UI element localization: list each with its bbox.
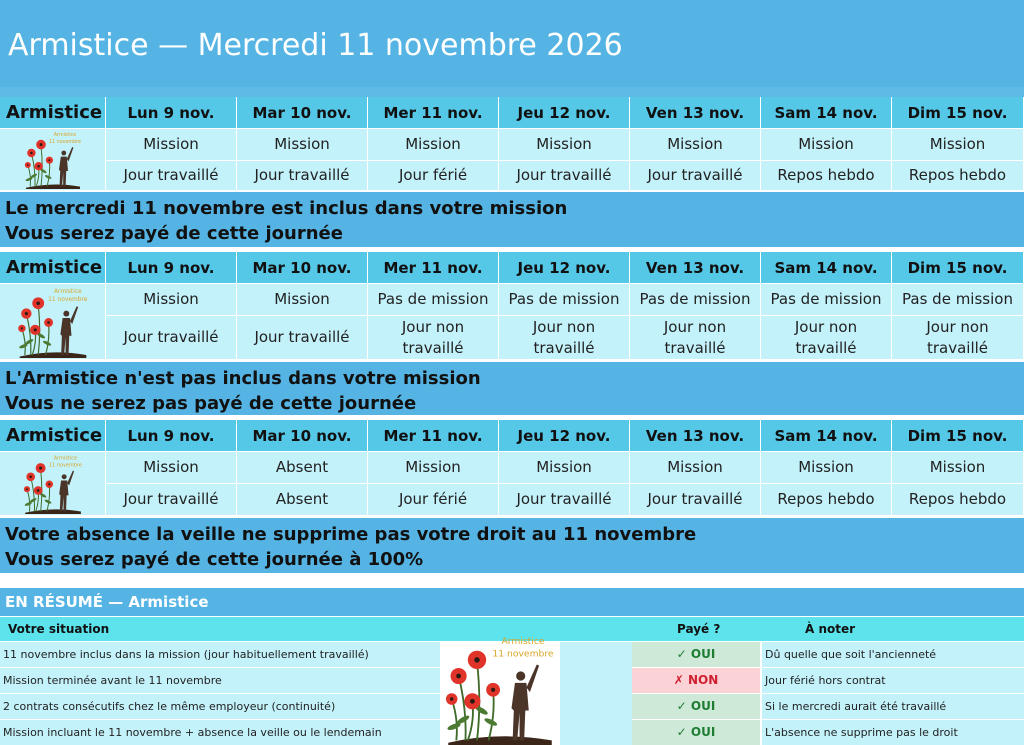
day-type-cell: Repos hebdo	[761, 161, 892, 191]
note-cell: L'absence ne supprime pas le droit	[762, 720, 1024, 745]
day-header: Lun 9 nov.	[106, 420, 237, 452]
situation-cell: 11 novembre inclus dans la mission (jour habituellement travaillé)	[0, 642, 440, 667]
summary-title: EN RÉSUMÉ — Armistice	[0, 588, 1024, 616]
mission-status-cell: Mission	[499, 452, 630, 484]
day-header: Mar 10 nov.	[237, 97, 368, 129]
mission-status-cell: Mission	[892, 452, 1024, 484]
section-corner-title: Armistice	[0, 252, 106, 284]
poppy-soldier-icon	[3, 129, 103, 189]
day-header: Ven 13 nov.	[630, 252, 761, 284]
poppy-soldier-icon	[3, 452, 103, 514]
mission-status-cell: Mission	[761, 129, 892, 161]
day-header: Mar 10 nov.	[237, 252, 368, 284]
col-paye-header: Payé ?	[677, 622, 721, 636]
week-section	[0, 252, 1024, 360]
day-header: Mer 11 nov.	[368, 97, 499, 129]
day-type-cell: Jour non travaillé	[892, 316, 1024, 360]
day-type-cell: Jour non travaillé	[368, 316, 499, 360]
col-noter-header: À noter	[805, 622, 856, 636]
day-type-cell: Jour non travaillé	[630, 316, 761, 360]
day-header: Dim 15 nov.	[892, 252, 1024, 284]
day-type-cell: Jour travaillé	[106, 161, 237, 191]
poppy-caption: Armistice	[501, 635, 545, 647]
poppy-caption: Armistice	[53, 288, 82, 295]
mission-status-cell: Mission	[237, 284, 368, 316]
day-type-cell: Jour férié	[368, 161, 499, 191]
day-type-cell: Repos hebdo	[761, 484, 892, 516]
day-header: Ven 13 nov.	[630, 97, 761, 129]
page-header	[0, 0, 1024, 97]
situation-cell: Mission incluant le 11 novembre + absence la veille ou le lendemain	[0, 720, 440, 745]
week-grid	[0, 420, 1024, 516]
day-header: Mar 10 nov.	[237, 420, 368, 452]
mission-status-cell: Pas de mission	[499, 284, 630, 316]
poppy-soldier-icon	[440, 630, 560, 745]
message-line: Vous serez payé de cette journée	[5, 223, 343, 244]
mission-status-cell: Absent	[237, 452, 368, 484]
message-line: Le mercredi 11 novembre est inclus dans votre mission	[5, 198, 568, 219]
day-type-cell: Jour férié	[368, 484, 499, 516]
mission-status-cell: Mission	[761, 452, 892, 484]
poppy-caption: Armistice	[53, 133, 77, 139]
col-situation-header: Votre situation	[8, 622, 110, 636]
day-header: Ven 13 nov.	[630, 420, 761, 452]
message-line: Votre absence la veille ne supprime pas votre droit au 11 novembre	[5, 524, 697, 545]
day-header: Mer 11 nov.	[368, 420, 499, 452]
situation-cell: 2 contrats consécutifs chez le même employeur (continuité)	[0, 694, 440, 719]
day-header: Lun 9 nov.	[106, 252, 237, 284]
mission-status-cell: Pas de mission	[761, 284, 892, 316]
separator	[0, 575, 1024, 585]
day-header: Mer 11 nov.	[368, 252, 499, 284]
day-header: Lun 9 nov.	[106, 97, 237, 129]
mission-status-cell: Pas de mission	[368, 284, 499, 316]
poppy-caption: 11 novembre	[48, 462, 82, 469]
mission-status-cell: Pas de mission	[630, 284, 761, 316]
week-section	[0, 420, 1024, 516]
day-type-cell: Jour travaillé	[499, 484, 630, 516]
note-cell: Si le mercredi aurait été travaillé	[762, 694, 1024, 719]
week-grid	[0, 97, 1024, 191]
message-line: L'Armistice n'est pas inclus dans votre mission	[5, 368, 481, 389]
mission-status-cell: Mission	[237, 129, 368, 161]
day-header: Jeu 12 nov.	[499, 420, 630, 452]
day-type-cell: Jour travaillé	[106, 484, 237, 516]
page-title: Armistice — Mercredi 11 novembre 2026	[8, 28, 623, 63]
mission-status-cell: Mission	[106, 129, 237, 161]
day-header: Dim 15 nov.	[892, 420, 1024, 452]
week-grid	[0, 252, 1024, 360]
day-type-cell: Absent	[237, 484, 368, 516]
section-message	[0, 362, 1024, 415]
mission-status-cell: Mission	[106, 452, 237, 484]
mission-status-cell: Mission	[630, 452, 761, 484]
section-corner-title: Armistice	[0, 420, 106, 452]
message-line: Vous ne serez pas payé de cette journée	[5, 393, 417, 414]
day-type-cell: Jour travaillé	[106, 316, 237, 360]
day-type-cell: Jour travaillé	[499, 161, 630, 191]
day-type-cell: Jour travaillé	[237, 316, 368, 360]
poppy-image	[440, 630, 560, 745]
paid-status-badge: ✓ OUI	[632, 642, 760, 667]
poppy-caption: 11 novembre	[49, 139, 81, 145]
paid-status-badge: ✓ OUI	[632, 694, 760, 719]
day-header: Dim 15 nov.	[892, 97, 1024, 129]
day-header: Sam 14 nov.	[761, 420, 892, 452]
day-header: Jeu 12 nov.	[499, 252, 630, 284]
poppy-caption: 11 novembre	[492, 648, 554, 660]
day-type-cell: Repos hebdo	[892, 484, 1024, 516]
header-strip	[0, 87, 1024, 97]
mission-status-cell: Mission	[106, 284, 237, 316]
poppy-image	[0, 284, 106, 360]
day-type-cell: Jour non travaillé	[499, 316, 630, 360]
mission-status-cell: Pas de mission	[892, 284, 1024, 316]
day-header: Jeu 12 nov.	[499, 97, 630, 129]
section-message	[0, 192, 1024, 247]
poppy-image	[0, 452, 106, 516]
poppy-caption: 11 novembre	[48, 297, 88, 304]
day-type-cell: Jour travaillé	[630, 161, 761, 191]
mission-status-cell: Mission	[892, 129, 1024, 161]
day-type-cell: Jour travaillé	[237, 161, 368, 191]
day-type-cell: Jour non travaillé	[761, 316, 892, 360]
mission-status-cell: Mission	[630, 129, 761, 161]
section-corner-title: Armistice	[0, 97, 106, 129]
mission-status-cell: Mission	[499, 129, 630, 161]
section-message	[0, 518, 1024, 573]
poppy-image	[0, 129, 106, 191]
paid-status-badge: ✓ OUI	[632, 720, 760, 745]
note-cell: Jour férié hors contrat	[762, 668, 1024, 693]
day-header: Sam 14 nov.	[761, 252, 892, 284]
poppy-caption: Armistice	[53, 455, 78, 462]
mission-status-cell: Mission	[368, 129, 499, 161]
situation-cell: Mission terminée avant le 11 novembre	[0, 668, 440, 693]
week-section	[0, 97, 1024, 191]
poppy-soldier-icon	[3, 284, 103, 358]
paid-status-badge: ✗ NON	[632, 668, 760, 693]
day-header: Sam 14 nov.	[761, 97, 892, 129]
message-line: Vous serez payé de cette journée à 100%	[5, 549, 424, 570]
day-type-cell: Repos hebdo	[892, 161, 1024, 191]
day-type-cell: Jour travaillé	[630, 484, 761, 516]
note-cell: Dû quelle que soit l'ancienneté	[762, 642, 1024, 667]
mission-status-cell: Mission	[368, 452, 499, 484]
